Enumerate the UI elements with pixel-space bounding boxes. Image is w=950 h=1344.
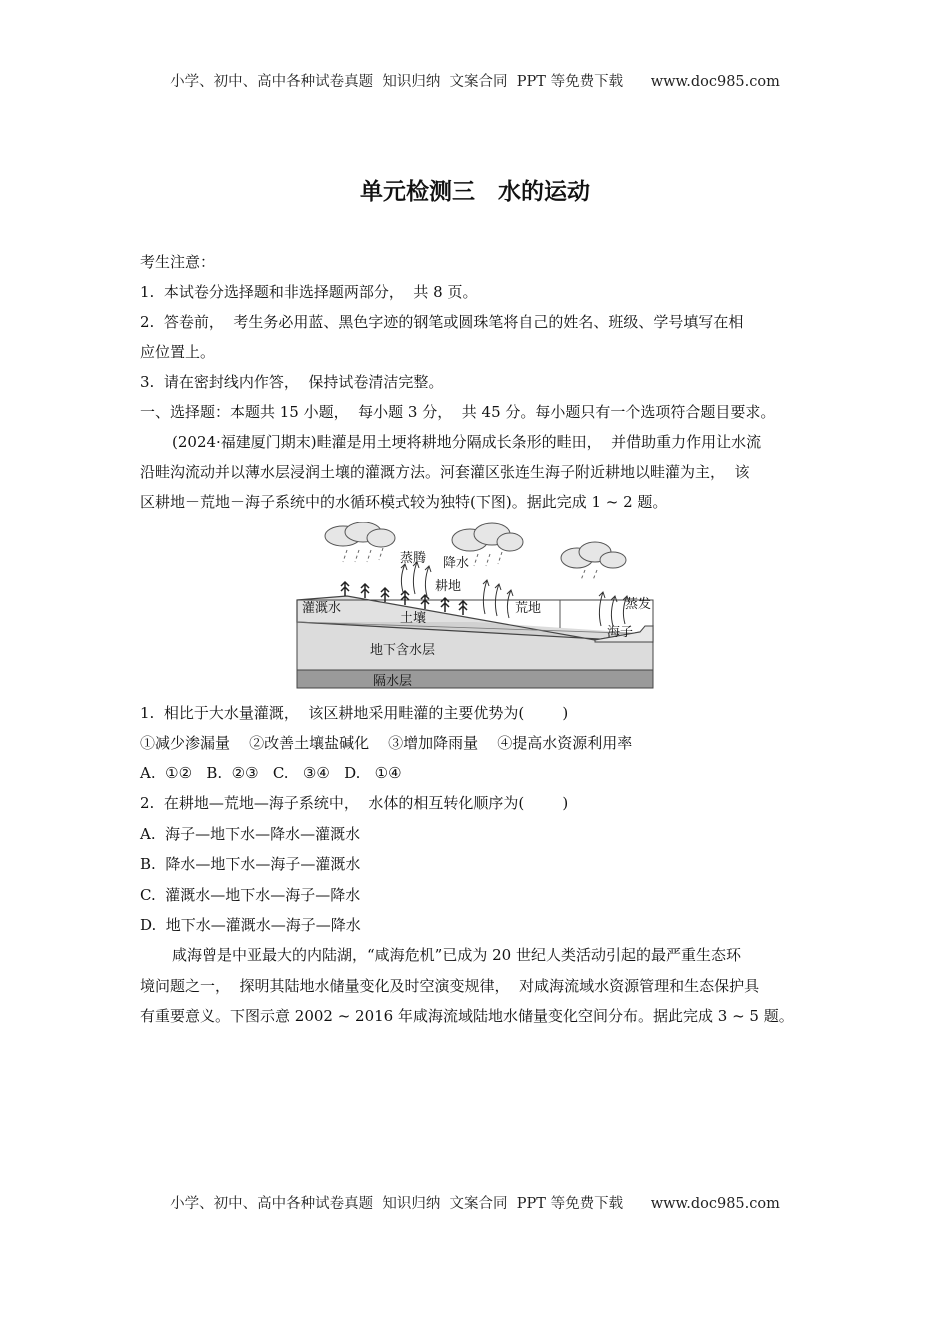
impermeable-layer <box>297 670 653 688</box>
question-option: B. 降水—地下水—海子—灌溉水 <box>140 855 361 873</box>
passage-line: 有重要意义。下图示意 2002 ~ 2016 年咸海流域陆地水储量变化空间分布。据此完成 3 ~ 5 题。 <box>140 1007 794 1025</box>
passage-line: 沿畦沟流动并以薄水层浸润土壤的灌溉方法。河套灌区张连生海子附近耕地以畦灌为主， 该 <box>140 463 750 481</box>
label-haizi: 海子 <box>607 625 634 640</box>
notice-item: 应位置上。 <box>140 343 216 361</box>
question-stem: 2. 在耕地—荒地—海子系统中， 水体的相互转化顺序为( ) <box>140 794 569 812</box>
label-wasteland: 荒地 <box>515 601 542 616</box>
cloud-icon <box>325 522 395 547</box>
water-cycle-figure <box>295 522 655 690</box>
cloud-icon <box>452 523 523 551</box>
notice-item: 2. 答卷前， 考生务必用蓝、黑色字迹的钢笔或圆珠笔将自己的姓名、班级、学号填写在相 <box>140 313 744 331</box>
section-header: 一、选择题：本题共 15 小题， 每小题 3 分， 共 45 分。每小题只有一个选项符合题目要求。 <box>140 403 776 421</box>
question-option: D. 地下水—灌溉水—海子—降水 <box>140 916 361 934</box>
question-stem: 1. 相比于大水量灌溉， 该区耕地采用畦灌的主要优势为( ) <box>140 704 569 722</box>
page-footer: 小学、初中、高中各种试卷真题 知识归纳 文案合同 PPT 等免费下载 www.doc985.com <box>170 1196 780 1212</box>
passage-line: 区耕地－荒地－海子系统中的水循环模式较为独特(下图)。据此完成 1 ~ 2 题。 <box>140 493 668 511</box>
label-evaporation: 蒸发 <box>625 597 652 612</box>
label-transpiration: 蒸腾 <box>400 551 427 566</box>
label-precipitation: 降水 <box>443 556 470 571</box>
label-cropland: 耕地 <box>435 579 462 594</box>
question-option: C. 灌溉水—地下水—海子—降水 <box>140 886 361 904</box>
question-option: A. 海子—地下水—降水—灌溉水 <box>140 825 361 843</box>
label-aquifer: 地下含水层 <box>370 643 436 658</box>
passage-line: 境问题之一， 探明其陆地水储量变化及时空演变规律， 对咸海流域水资源管理和生态保护具 <box>140 977 760 995</box>
rain-icon <box>343 548 597 580</box>
label-soil: 土壤 <box>400 611 427 626</box>
label-irrigation-water: 灌溉水 <box>302 601 342 616</box>
cloud-icon <box>561 542 626 568</box>
notice-heading: 考生注意： <box>140 253 216 271</box>
page-title: 单元检测三 水的运动 <box>360 179 590 205</box>
question-options: A. ①② B. ②③ C. ③④ D. ①④ <box>140 764 402 782</box>
notice-item: 1. 本试卷分选择题和非选择题两部分， 共 8 页。 <box>140 283 478 301</box>
passage-line: (2024·福建厦门期末)畦灌是用土埂将耕地分隔成长条形的畦田， 并借助重力作用让水流 <box>172 433 762 451</box>
label-impermeable: 隔水层 <box>373 674 413 689</box>
question-statements: ①减少渗漏量 ②改善土壤盐碱化 ③增加降雨量 ④提高水资源利用率 <box>140 734 633 752</box>
passage-line: 咸海曾是中亚最大的内陆湖，“咸海危机”已成为 20 世纪人类活动引起的最严重生态环 <box>172 946 741 964</box>
page-header: 小学、初中、高中各种试卷真题 知识归纳 文案合同 PPT 等免费下载 www.doc985.com <box>170 74 780 90</box>
notice-item: 3. 请在密封线内作答， 保持试卷清洁完整。 <box>140 373 444 391</box>
